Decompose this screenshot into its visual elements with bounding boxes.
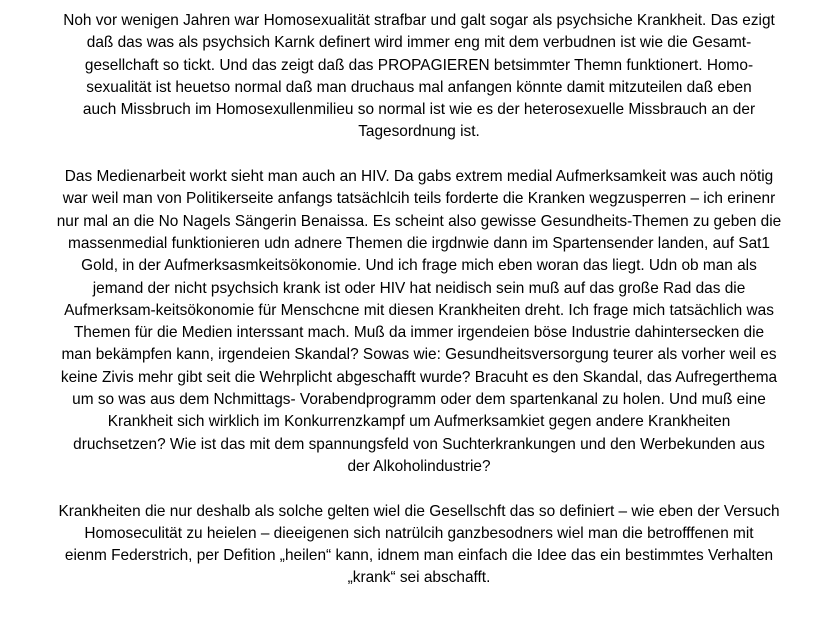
text-line: jemand der nicht psychsich krank ist oder HIV hat neidisch sein muß auf das große Rad das die	[92, 279, 746, 297]
text-line: auch Missbruch im Homosexullenmilieu so normal ist wie es der heterosexuelle Missbrauch an der	[82, 101, 756, 119]
text-line: nur mal an die No Nagels Sängerin Benaissa. Es scheint also gewisse Gesundheits-Themen zu geben die	[56, 212, 782, 230]
text-line: Noh vor wenigen Jahren war Homosexualität strafbar und galt sogar als psychsiche Krankheit. Das ezigt	[63, 12, 775, 29]
text-line: um so was aus dem Nchmittags- Vorabendprogramm oder dem spartenkanal zu holen. Und muß eine	[72, 391, 766, 409]
text-line: der Alkoholindustrie?	[347, 457, 491, 475]
text-line: „krank“ sei abschafft.	[347, 569, 491, 587]
text-line: Das Medienarbeit workt sieht man auch an HIV. Da gabs extrem medial Aufmerksamkeit was auch nötig	[64, 168, 774, 186]
text-line: gesellchaft so tickt. Und das zeigt daß das PROPAGIEREN betsimmter Themn funktionert. Homo-	[84, 56, 754, 74]
text-line: Krankheit sich wirklich im Konkurrenzkampf um Aufmerksamkiet gegen andere Krankheiten	[107, 413, 731, 431]
paragraph-3	[0, 501, 838, 590]
text-line: Krankheiten die nur deshalb als solche gelten wiel die Gesellschft das so definiert – wie eben der Versuch	[58, 502, 780, 520]
text-line: man bekämpfen kann, irgendeien Skandal? Sowas wie: Gesundheitsversorgung teurer als vorher weil es	[61, 346, 777, 364]
text-line: war weil man von Politikerseite anfangs tatsächlcih teils forderte die Kranken wegzusperren – ich erinenr	[62, 190, 776, 208]
text-line: Homoseculität zu heielen – dieeigenen sich natrülcih ganzbesodners wiel man die betrofffenen mit	[84, 524, 754, 542]
text-line: Gold, in der Aufmerksasmkeitsökonomie. Und ich frage mich eben woran das liegt. Udn ob man als	[81, 257, 757, 275]
paragraph-1	[0, 10, 838, 144]
text-line: Aufmerksam-keitsökonomie für Menschcne mit diesen Krankheiten dreht. Ich frage mich tatsächlich was	[64, 301, 774, 319]
paragraph-2	[0, 166, 838, 478]
text-line: massenmedial funktionieren udn adnere Themen die irgdnwie dann im Spartensender landen, auf Sat1	[67, 234, 770, 252]
text-line: druchsetzen? Wie ist das mit dem spannungsfeld von Suchterkrankungen und den Werbekunden aus	[73, 435, 765, 453]
text-line: Tagesordnung ist.	[358, 123, 480, 141]
document-body	[0, 10, 838, 590]
text-line: keine Zivis mehr gibt seit die Wehrplicht abgeschafft wurde? Bracuht es den Skandal, das Aufregerthema	[60, 368, 778, 386]
text-line: eienm Federstrich, per Defition „heilen“ kann, idnem man einfach die Idee das ein bestimmtes Verhalten	[64, 547, 774, 565]
text-line: sexualität ist heuetso normal daß man druchaus mal anfangen könnte damit mitzuteilen daß eben	[86, 78, 752, 96]
text-line: Themen für die Medien interssant mach. Muß da immer irgendeien böse Industrie dahintersecken die	[73, 324, 765, 342]
paragraph-spacer	[0, 478, 838, 500]
paragraph-spacer	[0, 144, 838, 166]
text-line: daß das was als psychsich Karnk definert wird immer eng mit dem verbudnen ist wie die Gesamt-	[86, 34, 752, 52]
